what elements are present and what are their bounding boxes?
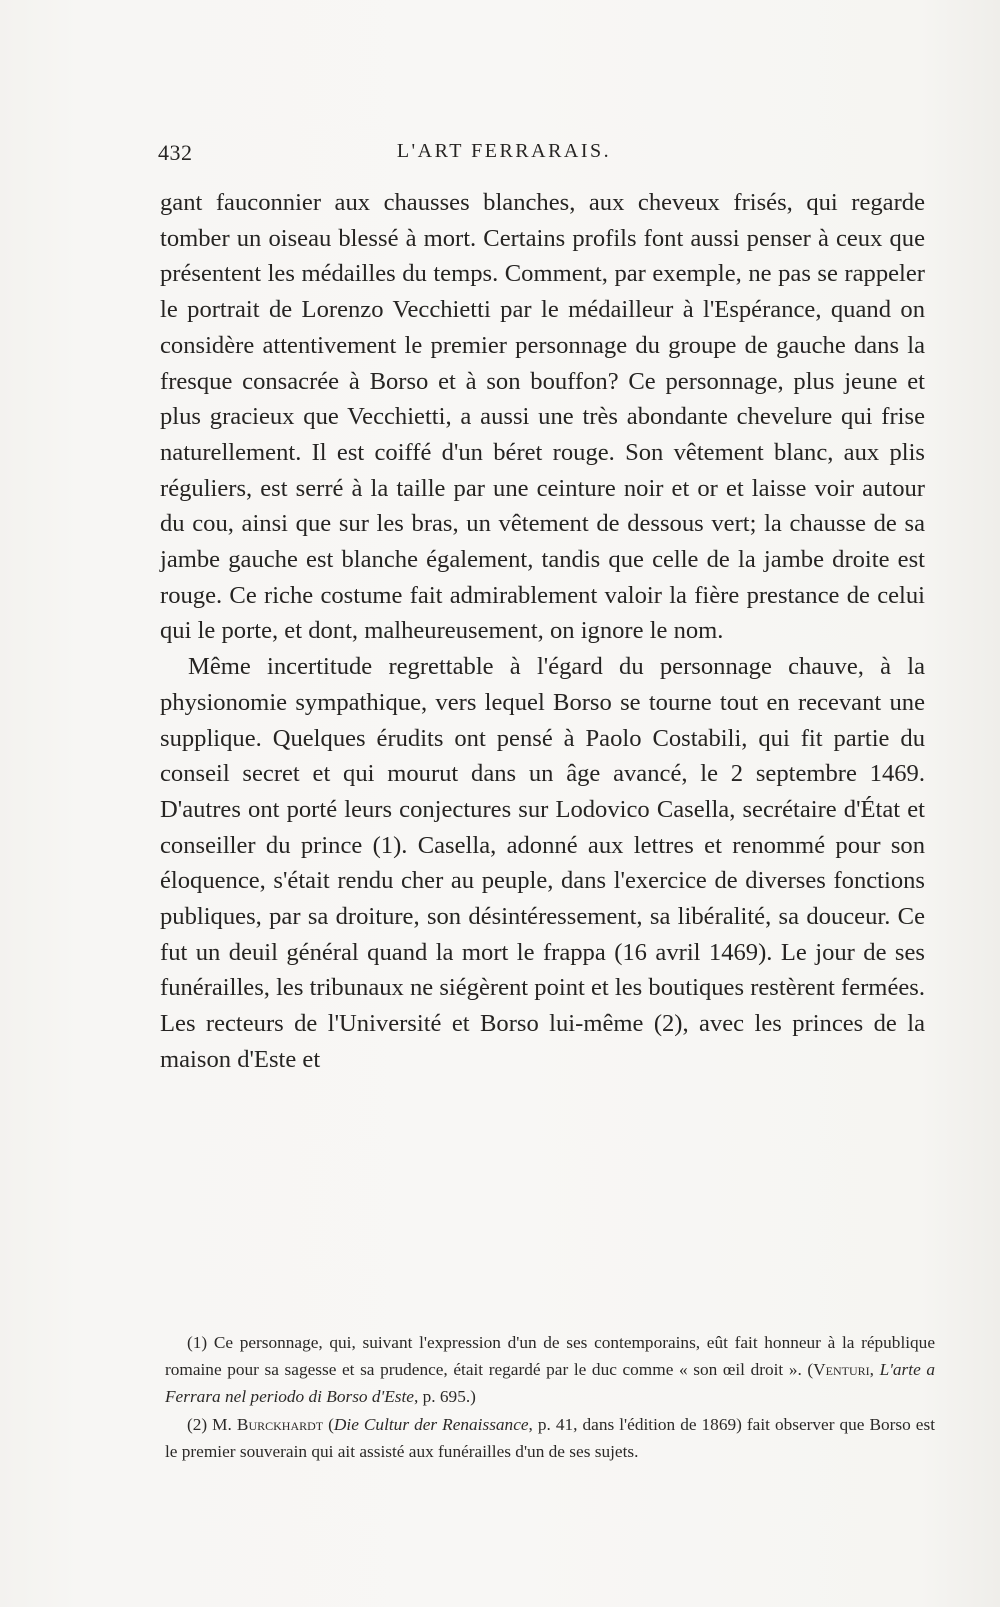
body-text	[160, 185, 925, 1078]
footnote-work-title: Die Cultur der Renaissance	[333, 1415, 529, 1435]
footnote-separator: (	[323, 1415, 334, 1435]
footnote-1	[165, 1330, 935, 1410]
footnote-2	[165, 1412, 935, 1466]
footnote-text: (2) M.	[187, 1415, 237, 1435]
footnote-separator: ,	[869, 1359, 880, 1379]
footnote-work-title: L'arte a Ferrara nel periodo di Borso d'Este	[165, 1359, 935, 1406]
paragraph: Même incertitude regrettable à l'égard du personnage chauve, à la physionomie sympathique, vers lequel Borso se tourne tout en recevant une supplique. Quelques érudits ont pensé à Paolo Costabili, qui fit partie du conseil secret et qui mourut dans un âge avancé, le 2 septembre 1469. D'autres ont porté leurs conjectures sur Lodovico Casella, secrétaire d'État et conseiller du prince (1). Casella, adonné aux lettres et renommé pour son éloquence, s'était rendu cher au peuple, dans l'exercice de diverses fonctions publiques, par sa droiture, son désintéressement, sa libéralité, sa douceur. Ce fut un deuil général quand la mort le frappa (16 avril 1469). Le jour de ses funérailles, les tribunaux ne siégèrent point et les boutiques restèrent fermées. Les recteurs de l'Université et Borso lui-même (2), avec les princes de la maison d'Este et	[160, 653, 925, 1073]
page-number: 432	[158, 140, 193, 165]
running-title: L'ART FERRARAIS.	[396, 140, 612, 162]
running-head	[158, 140, 918, 170]
footnote-author: Burckhardt	[236, 1415, 324, 1435]
footnote-author: Venturi	[813, 1359, 870, 1379]
paragraph: gant fauconnier aux chausses blanches, aux cheveux frisés, qui regarde tomber un oiseau blessé à mort. Certains profils font aussi penser à ceux que présentent les médailles du temps. Comment, par exemple, ne pas se rappeler le portrait de Lorenzo Vecchietti par le médailleur à l'Espérance, quand on considère attentivement le premier personnage du groupe de gauche dans la fresque consacrée à Borso et à son bouffon? Ce personnage, plus jeune et plus gracieux que Vecchietti, a aussi une très abondante chevelure qui frise naturellement. Il est coiffé d'un béret rouge. Son vêtement blanc, aux plis réguliers, est serré à la taille par une ceinture noir et or et laisse voir autour du cou, ainsi que sur les bras, un vêtement de dessous vert; la chausse de sa jambe gauche est blanche également, tandis que celle de la jambe droite est rouge. Ce riche costume fait admirablement valoir la fière prestance de celui qui le porte, et dont, malheureusement, on ignore le nom.	[160, 189, 925, 645]
footnote-tail: , p. 41, dans l'édition de 1869) fait observer que Borso est le premier souverain qui ait assisté aux funérailles d'un de ses sujets.	[165, 1415, 936, 1462]
footnotes	[165, 1330, 935, 1466]
footnote-tail: , p. 695.)	[413, 1386, 476, 1406]
footnote-text: (1) Ce personnage, qui, suivant l'expression d'un de ses contemporains, eût fait honneur à la république romaine pour sa sagesse et sa prudence, était regardé par le duc comme « son œil droit ». (	[165, 1333, 935, 1379]
